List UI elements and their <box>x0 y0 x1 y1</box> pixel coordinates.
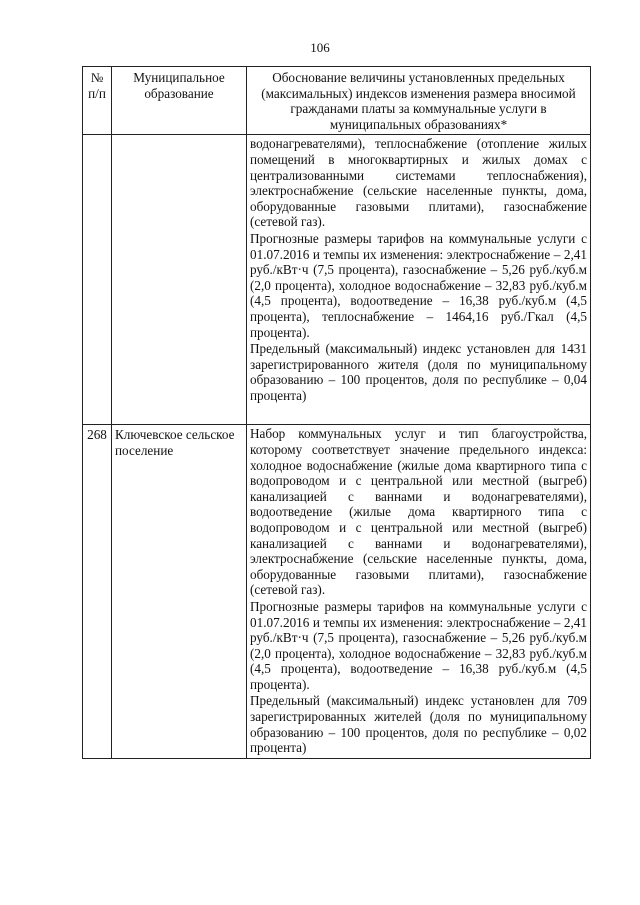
justification-paragraph: Прогнозные размеры тарифов на коммунальные услуги с 01.07.2016 и темпы их изменения: электроснабжение – 2,41 руб./кВт·ч (7,5 процента), газоснабжение – 5,26 руб./куб.м (2,0 процента), холодное водоснабжение – 32,83 руб./куб.м (4,5 процента), водоотведение – 16,38 руб./куб.м (4,5 процента). <box>250 598 587 692</box>
row-justification <box>247 425 591 758</box>
header-num: № п/п <box>83 67 112 135</box>
header-municipality: Муниципальное образование <box>112 67 247 135</box>
justification-paragraph: водонагревателями), теплоснабжение (отопление жилых помещений в многоквартирных и жилых домах с централизованными системами теплоснабжения), электроснабжение (сельские населенные пункты, дома, оборудованные газовыми плитами), газоснабжение (сетевой газ). <box>250 136 587 230</box>
justification-paragraph: Прогнозные размеры тарифов на коммунальные услуги с 01.07.2016 и темпы их изменения: электроснабжение – 2,41 руб./кВт·ч (7,5 процента), газоснабжение – 5,26 руб./куб.м (2,0 процента), холодное водоснабжение – 32,83 руб./куб.м (4,5 процента), водоотведение – 16,38 руб./куб.м (4,5 процента), теплоснабжение – 1464,16 руб./Гкал (4,5 процента). <box>250 230 587 340</box>
row-justification <box>247 135 591 425</box>
page-number: 106 <box>310 40 330 55</box>
table-row <box>83 425 591 758</box>
row-municipality <box>112 135 247 425</box>
row-num: 268 <box>83 425 112 758</box>
table-header-row <box>83 67 591 135</box>
row-municipality: Ключевское сельское поселение <box>112 425 247 758</box>
table-row <box>83 135 591 425</box>
row-num <box>83 135 112 425</box>
justification-paragraph: Набор коммунальных услуг и тип благоустройства, которому соответствует значение предельного индекса: холодное водоснабжение (жилые дома квартирного типа с водопроводом и с центральной или местной (выгреб) канализацией с ваннами и водонагревателями), водоотведение (жилые дома квартирного типа с водопроводом и с центральной или местной (выгреб) канализацией с ваннами и водонагревателями), электроснабжение (сельские населенные пункты, дома, оборудованные газовыми плитами), газоснабжение (сетевой газ). <box>250 426 587 598</box>
justification-paragraph: Предельный (максимальный) индекс установлен для 709 зарегистрированных жителей (доля по муниципальному образованию – 100 процентов, доля по республике – 0,02 процента) <box>250 693 587 756</box>
tariff-index-table <box>82 66 591 759</box>
header-justification: Обоснование величины установленных предельных (максимальных) индексов изменения размера вносимой гражданами платы за коммунальные услуги в муниципальных образованиях* <box>247 67 591 135</box>
justification-paragraph: Предельный (максимальный) индекс установлен для 1431 зарегистрированного жителя (доля по муниципальному образованию – 100 процентов, доля по республике – 0,04 процента) <box>250 341 587 403</box>
